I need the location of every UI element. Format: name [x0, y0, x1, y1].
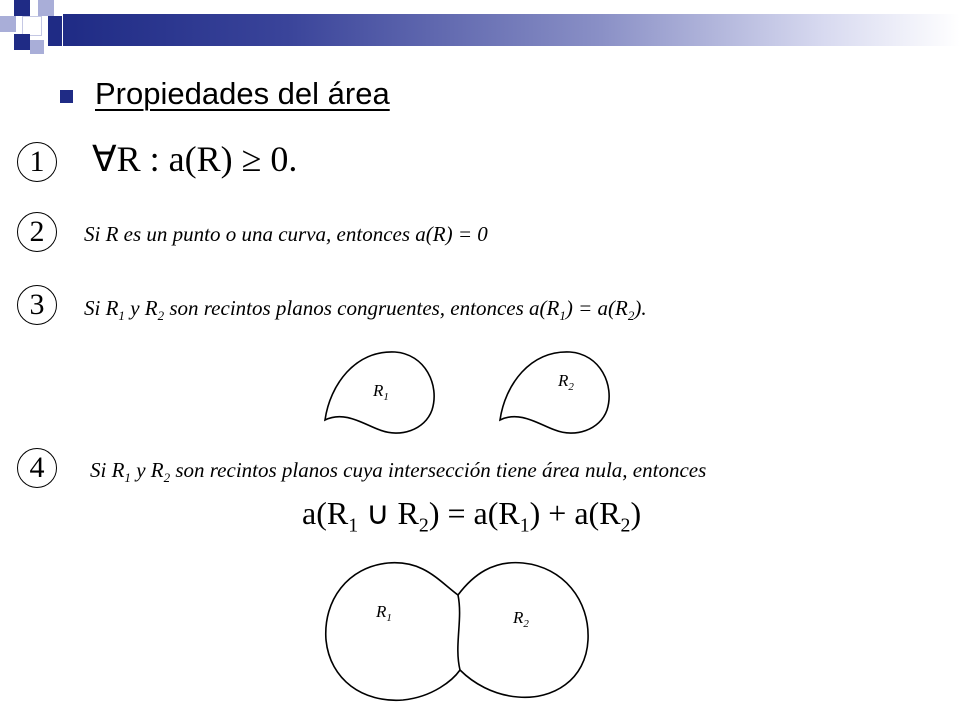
shared-boundary-curve [458, 595, 460, 670]
decor-square [14, 0, 30, 16]
property-4-formula: $a(R_1$ ∪ $R_2) = a(R_1) + a(R_2)$ [302, 495, 642, 537]
region-r1-label: $R_1$ [376, 602, 392, 624]
region-r2-label: $R_2$ [513, 608, 529, 630]
property-3-text: Si $R_1$ y $R_2$ son recintos planos congruentes, entonces $a(R_1) = a(R_2)$. [84, 296, 647, 324]
decor-square [22, 16, 42, 36]
region-r1-label: $R_1$ [373, 381, 389, 403]
item-number-1: 1 [17, 142, 57, 182]
decor-square [0, 16, 16, 32]
item-number-4: 4 [17, 448, 57, 488]
property-2-text: Si R es un punto o una curva, entonces a(R) = 0 [84, 222, 488, 246]
congruent-regions-figure [310, 340, 640, 440]
item-number-2: 2 [17, 212, 57, 252]
header-decoration [0, 0, 960, 60]
property-1-formula: ∀R : a(R) ≥ 0. [92, 139, 298, 179]
region-r1-shape [326, 563, 460, 701]
adjacent-regions-figure [318, 555, 608, 705]
item-number-3: 3 [17, 285, 57, 325]
region-r2-shape [500, 352, 609, 433]
region-r2-label: $R_2$ [558, 371, 574, 393]
slide-title: Propiedades del área [95, 76, 390, 111]
square-bullet-icon [60, 90, 73, 103]
decor-square [14, 34, 30, 50]
property-4-text: Si $R_1$ y $R_2$ son recintos planos cuya intersección tiene área nula, entonces [90, 458, 707, 486]
decor-square [30, 40, 44, 54]
decor-square [48, 16, 62, 46]
header-gradient-band [63, 14, 960, 46]
title-row [60, 76, 390, 112]
decor-square [38, 0, 54, 16]
